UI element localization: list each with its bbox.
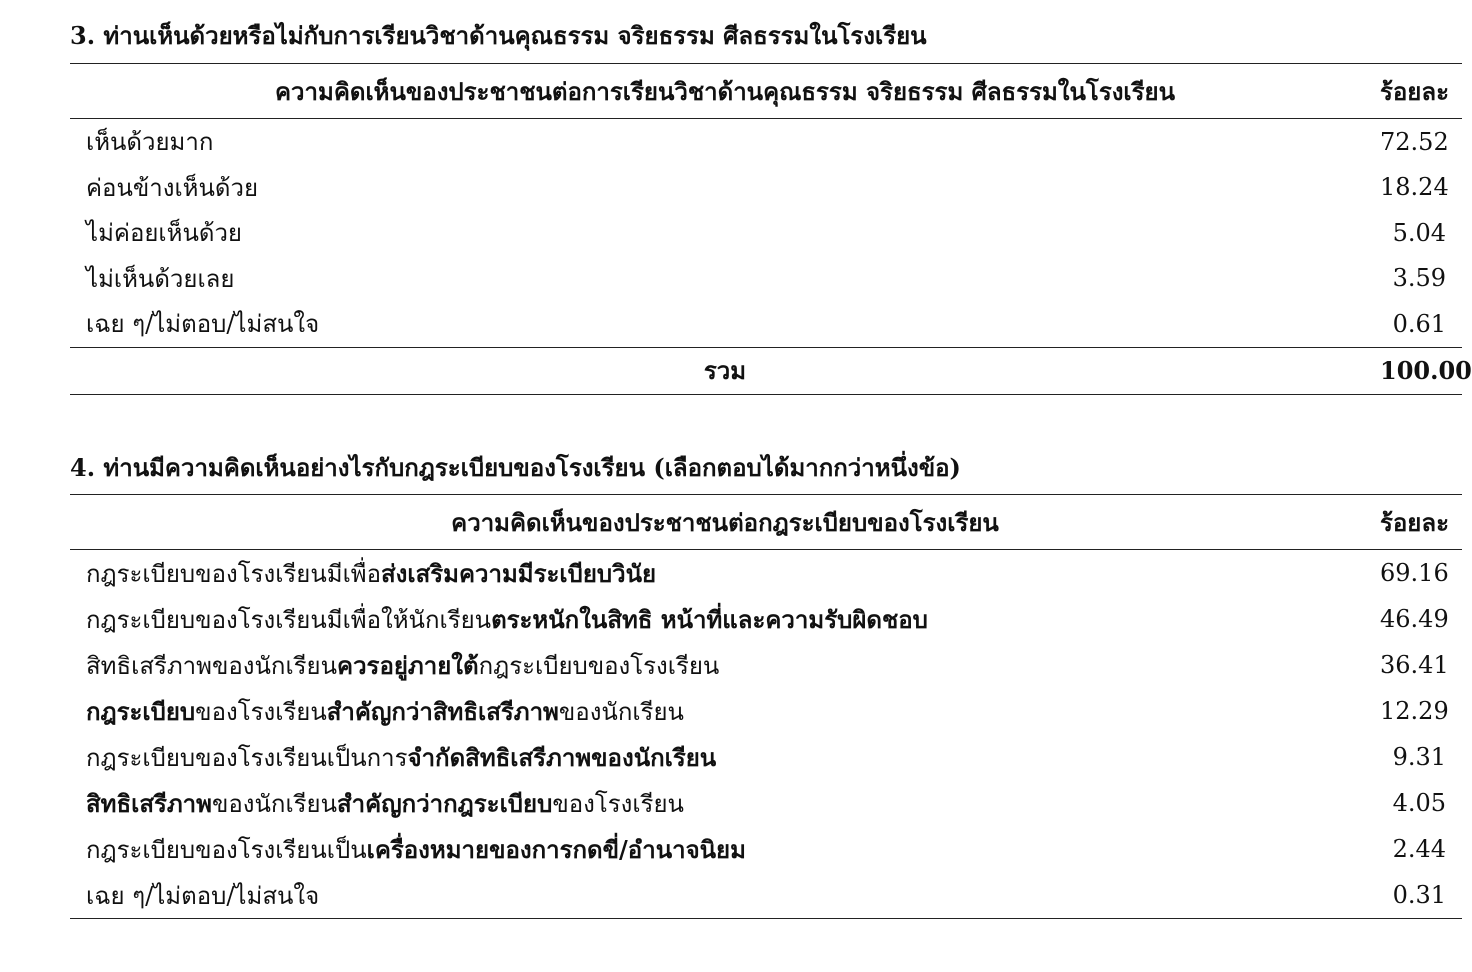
row-label (70, 596, 1380, 642)
question-3-title: 3. ท่านเห็นด้วยหรือไม่กับการเรียนวิชาด้านคุณธรรม จริยธรรม ศีลธรรมในโรงเรียน (70, 21, 927, 50)
table-q3-header-row (70, 64, 1462, 119)
row-pct: 0.31 (1380, 872, 1462, 919)
row-pct: 2.44 (1392, 835, 1446, 863)
table-row (70, 596, 1462, 642)
row-text-part-bold: ส่งเสริมความมีระเบียบวินัย (381, 558, 657, 588)
row-text-part: เฉย ๆ/ไม่ตอบ/ไม่สนใจ (86, 881, 320, 910)
total-label: รวม (70, 347, 1380, 394)
table-row (70, 119, 1462, 165)
section-q3 (70, 20, 1472, 395)
row-pct: 0.61 (1392, 309, 1446, 338)
row-text-part: กฎระเบียบของโรงเรียนเป็นการ (86, 743, 408, 772)
table-q3-header-pct: ร้อยละ (1380, 64, 1462, 119)
row-label: ไม่เห็นด้วยเลย (86, 264, 235, 293)
row-pct: 4.05 (1392, 789, 1446, 817)
table-row (70, 301, 1462, 347)
table-row (70, 210, 1462, 256)
total-pct: 100.00 (1380, 347, 1462, 394)
table-row (70, 688, 1462, 734)
row-text-part: กฎระเบียบของโรงเรียนมีเพื่อให้นักเรียน (86, 605, 492, 634)
row-label (70, 780, 1380, 826)
row-label (70, 826, 1380, 872)
row-text-part: กฎระเบียบของโรงเรียน (478, 651, 720, 680)
row-label (70, 688, 1380, 734)
row-pct: 9.31 (1392, 743, 1446, 771)
row-text-part-bold: สิทธิเสรีภาพ (86, 788, 212, 818)
table-row (70, 642, 1462, 688)
table-q4-header-row (70, 495, 1462, 550)
row-label: เฉย ๆ/ไม่ตอบ/ไม่สนใจ (86, 310, 320, 339)
table-q3-header-label: ความคิดเห็นของประชาชนต่อการเรียนวิชาด้านคุณธรรม จริยธรรม ศีลธรรมในโรงเรียน (70, 64, 1380, 119)
table-q4 (70, 494, 1462, 919)
section-q4 (70, 452, 1462, 919)
row-label: ไม่ค่อยเห็นด้วย (86, 219, 242, 248)
row-text-part: สิทธิเสรีภาพของนักเรียน (86, 651, 338, 680)
row-pct: 72.52 (1380, 127, 1449, 156)
table-q4-header-label: ความคิดเห็นของประชาชนต่อกฎระเบียบของโรงเรียน (70, 495, 1380, 550)
row-label (70, 872, 1380, 919)
table-q4-header-pct: ร้อยละ (1380, 495, 1462, 550)
table-row (70, 872, 1462, 919)
table-row (70, 165, 1462, 211)
row-text-part: ของโรงเรียน (195, 697, 327, 726)
row-label (70, 642, 1380, 688)
question-4-title: 4. ท่านมีความคิดเห็นอย่างไรกับกฎระเบียบของโรงเรียน (เลือกตอบได้มากกว่าหนึ่งข้อ) (70, 453, 961, 482)
table-row (70, 734, 1462, 780)
row-pct: 5.04 (1392, 218, 1446, 247)
row-text-part-bold: จำกัดสิทธิเสรีภาพของนักเรียน (407, 742, 717, 772)
row-text-part-bold: เครื่องหมายของการกดขี่/อำนาจนิยม (366, 834, 746, 864)
row-label (70, 550, 1380, 597)
row-pct: 18.24 (1380, 173, 1449, 202)
row-label: เห็นด้วยมาก (86, 128, 214, 157)
table-q3 (70, 63, 1472, 395)
row-text-part: ของนักเรียน (558, 697, 684, 726)
row-text-part-bold: สำคัญกว่าสิทธิเสรีภาพ (326, 696, 559, 726)
table-row (70, 550, 1462, 597)
row-text-part: กฎระเบียบของโรงเรียนเป็น (86, 835, 367, 864)
row-label: ค่อนข้างเห็นด้วย (86, 173, 259, 202)
row-text-part-bold: ควรอยู่ภายใต้ (337, 650, 479, 680)
row-text-part-bold: ตระหนักในสิทธิ หน้าที่และความรับผิดชอบ (491, 604, 928, 634)
row-text-part-bold: กฎระเบียบ (86, 696, 196, 726)
row-pct: 3.59 (1392, 264, 1446, 293)
table-row (70, 780, 1462, 826)
row-text-part-bold: สำคัญกว่ากฎระเบียบ (337, 788, 553, 818)
row-pct: 46.49 (1380, 605, 1449, 633)
row-pct: 69.16 (1380, 559, 1449, 587)
table-row (70, 256, 1462, 302)
row-text-part: ของโรงเรียน (552, 789, 684, 818)
row-text-part: ของนักเรียน (211, 789, 338, 818)
row-pct: 36.41 (1380, 651, 1449, 679)
row-label (70, 734, 1380, 780)
table-row (70, 826, 1462, 872)
row-text-part: กฎระเบียบของโรงเรียนมีเพื่อ (86, 559, 382, 588)
row-pct: 12.29 (1380, 697, 1449, 725)
table-q3-total-row (70, 347, 1462, 394)
